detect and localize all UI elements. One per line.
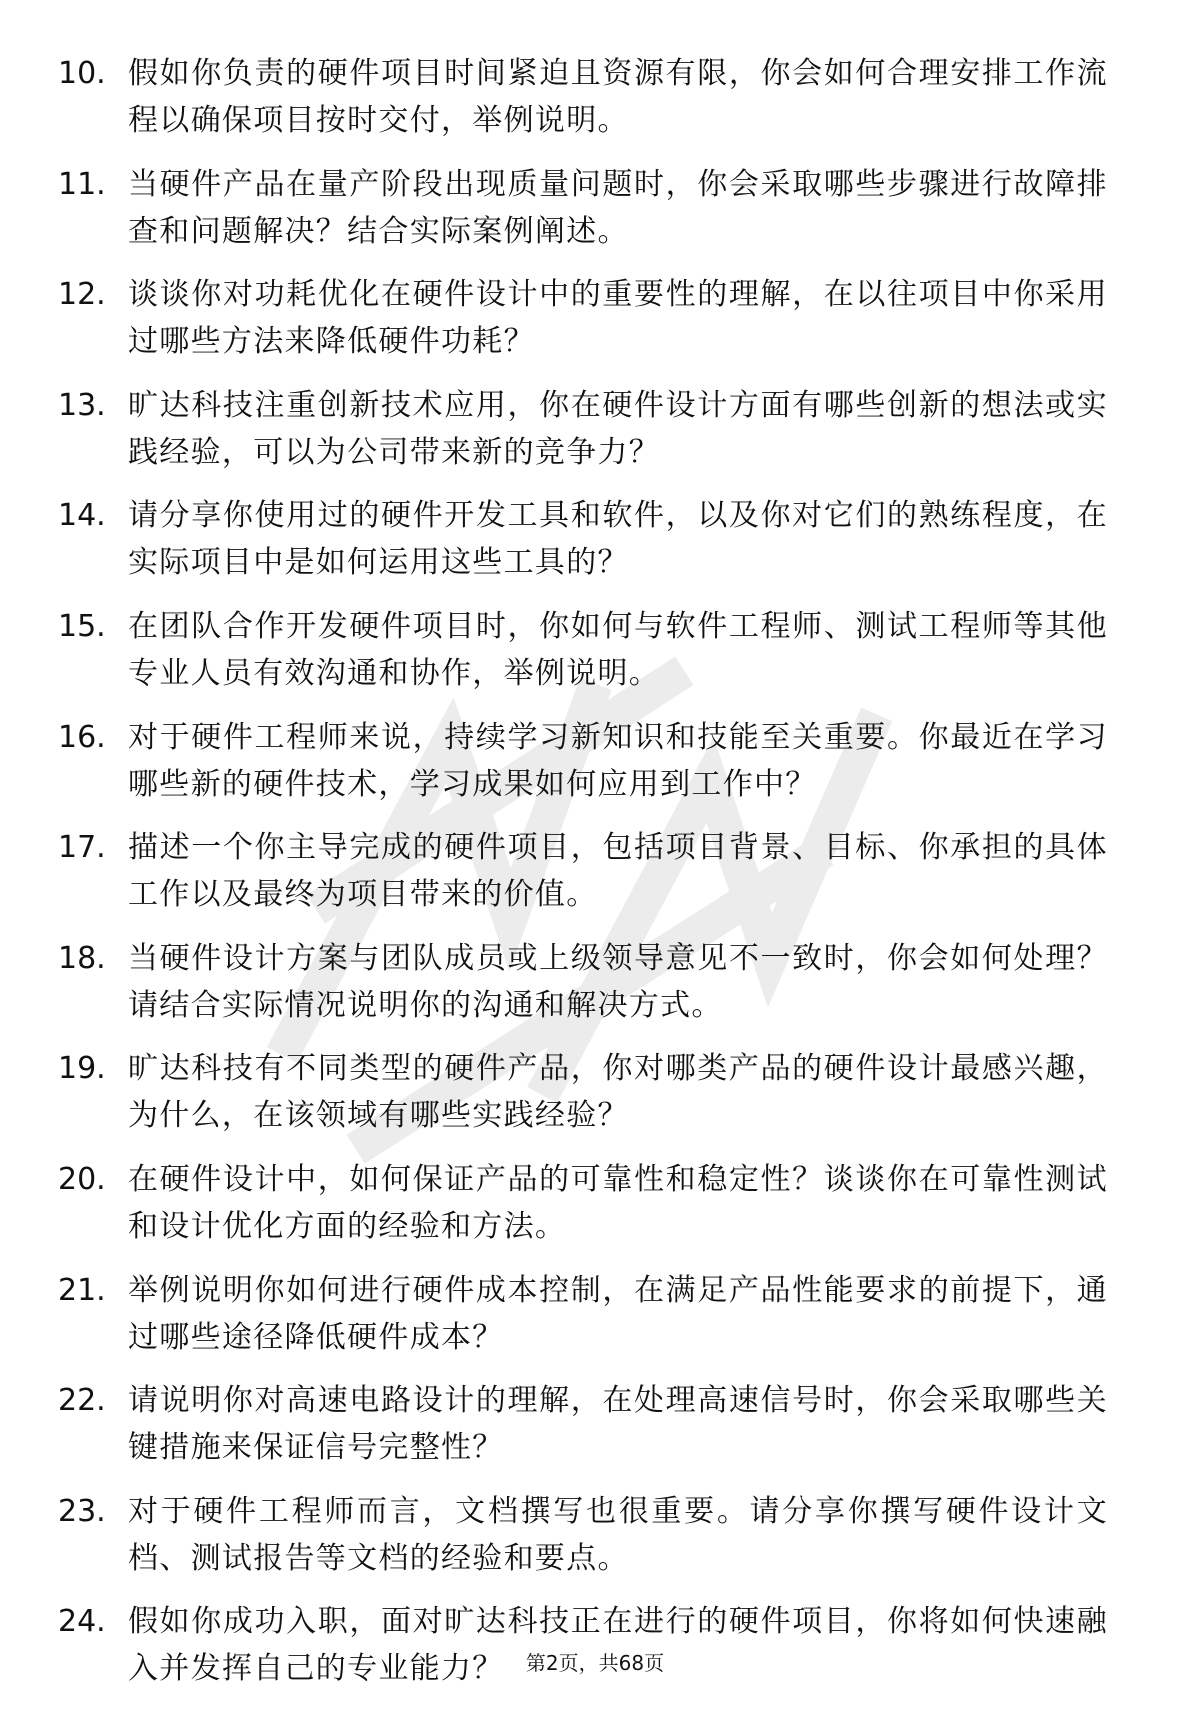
question-text: 举例说明你如何进行硬件成本控制，在满足产品性能要求的前提下，通过哪些途径降低硬件成本？ <box>128 1272 1108 1355</box>
question-number: 11. <box>58 166 106 202</box>
question-item <box>58 1598 1108 1692</box>
question-number: 14. <box>58 498 106 534</box>
question-number: 10. <box>58 56 106 91</box>
question-item <box>58 1045 1108 1139</box>
question-text: 在团队合作开发硬件项目时，你如何与软件工程师、测试工程师等其他专业人员有效沟通和协作，举例说明。 <box>128 608 1108 691</box>
question-item <box>58 382 1108 476</box>
question-text: 描述一个你主导完成的硬件项目，包括项目背景、目标、你承担的具体工作以及最终为项目带来的价值。 <box>128 830 1108 913</box>
question-text: 对于硬件工程师来说，持续学习新知识和技能至关重要。你最近在学习哪些新的硬件技术，学习成果如何应用到工作中？ <box>128 719 1108 802</box>
question-item <box>58 161 1108 255</box>
question-text: 请分享你使用过的硬件开发工具和软件，以及你对它们的熟练程度，在实际项目中是如何运用这些工具的？ <box>128 498 1108 581</box>
question-text: 谈谈你对功耗优化在硬件设计中的重要性的理解，在以往项目中你采用过哪些方法来降低硬件功耗？ <box>128 277 1108 360</box>
question-item <box>58 1377 1108 1471</box>
question-number: 15. <box>58 608 106 644</box>
question-number: 24. <box>58 1604 106 1640</box>
question-item <box>58 271 1108 365</box>
question-number: 18. <box>58 940 106 976</box>
question-text: 请说明你对高速电路设计的理解，在处理高速信号时，你会采取哪些关键措施来保证信号完整性？ <box>128 1383 1108 1466</box>
question-item <box>58 1267 1108 1361</box>
question-item <box>58 1488 1108 1582</box>
page-number: 第2页，共68页 <box>525 1651 665 1675</box>
question-item <box>58 603 1108 697</box>
question-item <box>58 50 1108 144</box>
question-number: 16. <box>58 719 106 755</box>
question-text: 旷达科技有不同类型的硬件产品，你对哪类产品的硬件设计最感兴趣，为什么，在该领域有哪些实践经验？ <box>128 1051 1108 1134</box>
question-item <box>58 492 1108 586</box>
question-item <box>58 935 1108 1029</box>
question-text: 旷达科技注重创新技术应用，你在硬件设计方面有哪些创新的想法或实践经验，可以为公司带来新的竞争力？ <box>128 387 1108 470</box>
question-text: 假如你负责的硬件项目时间紧迫且资源有限，你会如何合理安排工作流程以确保项目按时交付，举例说明。 <box>128 56 1108 138</box>
question-text: 在硬件设计中，如何保证产品的可靠性和稳定性？谈谈你在可靠性测试和设计优化方面的经验和方法。 <box>128 1161 1108 1244</box>
question-item <box>58 714 1108 808</box>
question-number: 23. <box>58 1493 106 1529</box>
question-text: 当硬件设计方案与团队成员或上级领导意见不一致时，你会如何处理？请结合实际情况说明你的沟通和解决方式。 <box>128 940 1108 1023</box>
question-text: 对于硬件工程师而言，文档撰写也很重要。请分享你撰写硬件设计文档、测试报告等文档的经验和要点。 <box>128 1493 1108 1576</box>
question-text: 假如你成功入职，面对旷达科技正在进行的硬件项目，你将如何快速融入并发挥自己的专业能力？ <box>128 1604 1108 1687</box>
question-number: 20. <box>58 1161 106 1197</box>
question-list <box>58 50 1108 1709</box>
question-number: 22. <box>58 1383 106 1419</box>
question-number: 12. <box>58 277 106 313</box>
question-item <box>58 824 1108 918</box>
question-number: 13. <box>58 387 106 423</box>
question-number: 17. <box>58 830 106 866</box>
question-item <box>58 1156 1108 1250</box>
question-number: 19. <box>58 1051 106 1087</box>
question-number: 21. <box>58 1272 106 1308</box>
question-text: 当硬件产品在量产阶段出现质量问题时，你会采取哪些步骤进行故障排查和问题解决？结合实际案例阐述。 <box>128 166 1108 249</box>
